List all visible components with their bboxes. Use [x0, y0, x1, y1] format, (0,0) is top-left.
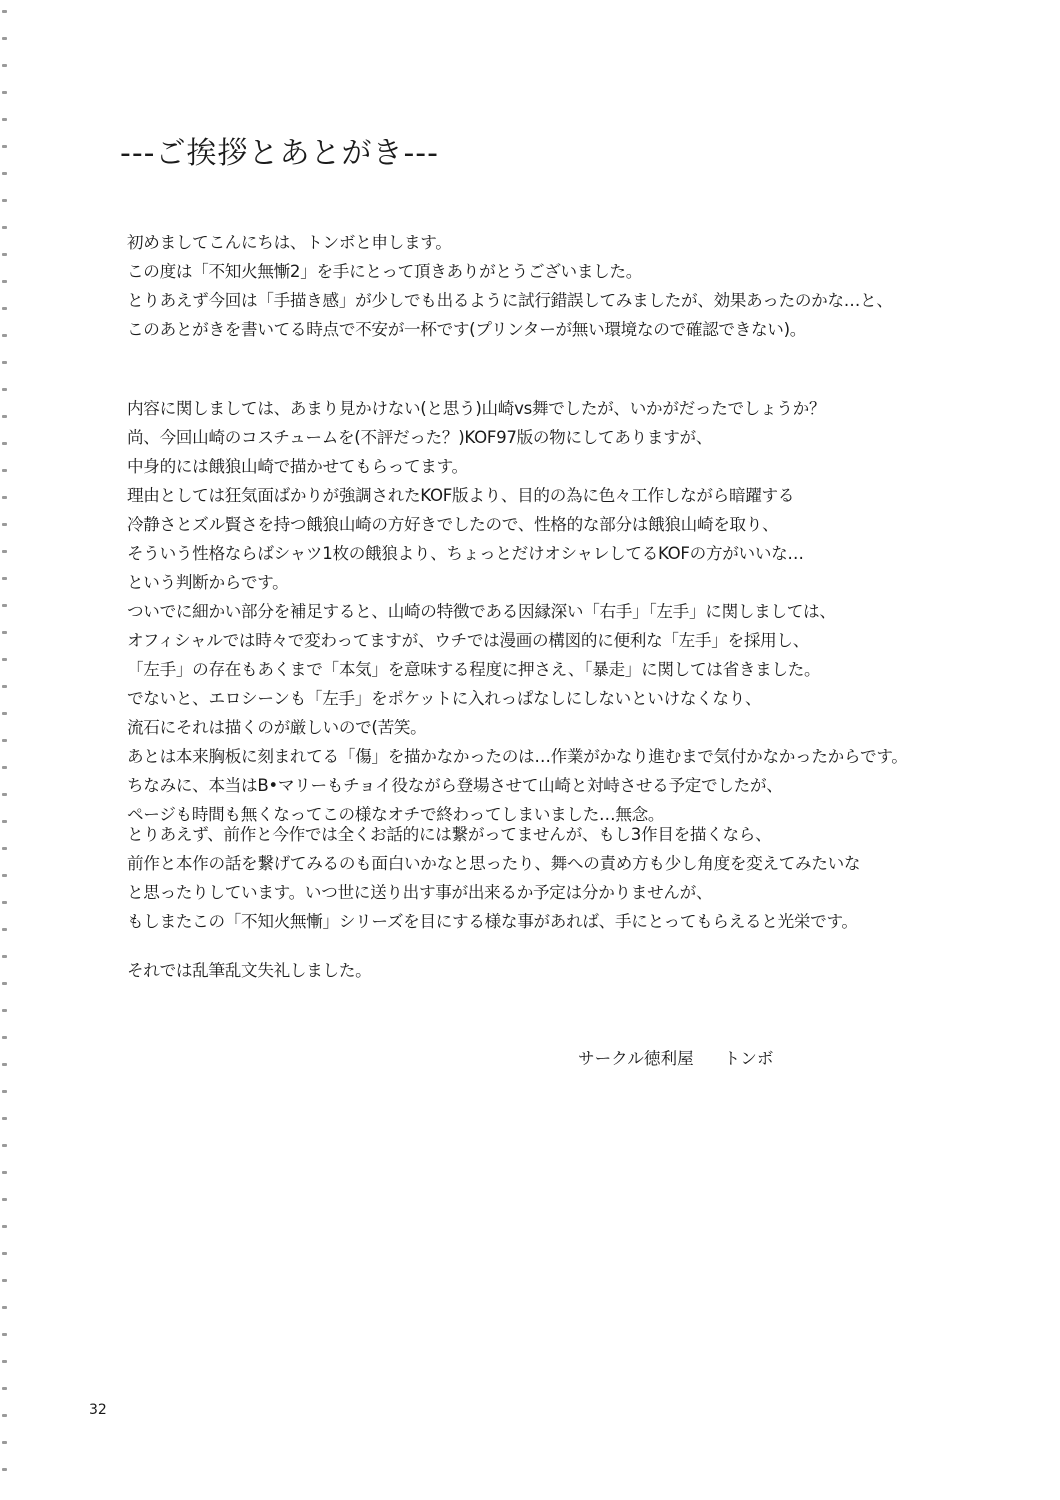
- text-line: と思ったりしています。いつ世に送り出す事が出来るか予定は分かりませんが、: [127, 883, 713, 902]
- binding-mark: [2, 91, 7, 94]
- binding-mark: [2, 1279, 7, 1282]
- binding-mark: [2, 1090, 7, 1093]
- binding-mark: [2, 361, 7, 364]
- text-line: 前作と本作の話を繋げてみるのも面白いかなと思ったり、舞への責め方も少し角度を変えてみたいな: [127, 854, 861, 873]
- binding-mark: [2, 1360, 7, 1363]
- binding-mark: [2, 280, 7, 283]
- binding-mark: [2, 145, 7, 148]
- binding-mark: [2, 847, 7, 850]
- text-line: という判断からです。: [127, 573, 289, 592]
- binding-mark: [2, 10, 7, 13]
- binding-mark: [2, 631, 7, 634]
- binding-mark: [2, 901, 7, 904]
- binding-mark: [2, 577, 7, 580]
- text-line: それでは乱筆乱文失礼しました。: [127, 961, 372, 980]
- paragraph-content: [127, 394, 1027, 829]
- text-line: とりあえず、前作と今作では全くお話的には繋がってませんが、もし3作目を描くなら、: [127, 825, 772, 844]
- text-line: このあとがきを書いてる時点で不安が一杯です(プリンターが無い環境なので確認できない)。: [127, 320, 807, 339]
- page-number: 32: [89, 1402, 107, 1418]
- binding-mark: [2, 658, 7, 661]
- circle-name: サークル徳利屋: [578, 1049, 694, 1068]
- binding-marks: [0, 0, 10, 1500]
- text-line: そういう性格ならばシャツ1枚の餓狼より、ちょっとだけオシャレしてるKOFの方がいいな…: [127, 544, 804, 563]
- binding-mark: [2, 820, 7, 823]
- text-line: 中身的には餓狼山崎で描かせてもらってます。: [127, 457, 468, 476]
- text-line: 初めましてこんにちは、トンボと申します。: [127, 233, 452, 252]
- paragraph-future: [127, 820, 1027, 936]
- text-line: 流石にそれは描くのが厳しいので(苦笑。: [127, 718, 427, 737]
- binding-mark: [2, 1387, 7, 1390]
- binding-mark: [2, 118, 7, 121]
- binding-mark: [2, 388, 7, 391]
- binding-mark: [2, 1306, 7, 1309]
- text-line: あとは本来胸板に刻まれてる「傷」を描かなかったのは…作業がかなり進むまで気付かなかったからです。: [127, 747, 908, 766]
- binding-mark: [2, 874, 7, 877]
- author-name: トンボ: [723, 1049, 774, 1068]
- binding-mark: [2, 928, 7, 931]
- binding-mark: [2, 604, 7, 607]
- paragraph-greeting: [127, 228, 1027, 344]
- text-line: 理由としては狂気面ばかりが強調されたKOF版より、目的の為に色々工作しながら暗躍する: [127, 486, 795, 505]
- binding-mark: [2, 1252, 7, 1255]
- binding-mark: [2, 766, 7, 769]
- binding-mark: [2, 1009, 7, 1012]
- binding-mark: [2, 1144, 7, 1147]
- text-line: でないと、エロシーンも「左手」をポケットに入れっぱなしにしないといけなくなり、: [127, 689, 762, 708]
- binding-mark: [2, 1198, 7, 1201]
- binding-mark: [2, 1441, 7, 1444]
- binding-mark: [2, 1036, 7, 1039]
- binding-mark: [2, 64, 7, 67]
- text-line: もしまたこの「不知火無慚」シリーズを目にする様な事があれば、手にとってもらえると光栄です。: [127, 912, 858, 931]
- binding-mark: [2, 685, 7, 688]
- binding-mark: [2, 415, 7, 418]
- binding-mark: [2, 442, 7, 445]
- text-line: 内容に関しましては、あまり見かけない(と思う)山崎vs舞でしたが、いかがだったでしょうか？: [127, 399, 826, 418]
- binding-mark: [2, 1333, 7, 1336]
- binding-mark: [2, 496, 7, 499]
- binding-mark: [2, 1063, 7, 1066]
- text-line: オフィシャルでは時々で変わってますが、ウチでは漫画の構図的に便利な「左手」を採用し、: [127, 631, 810, 650]
- binding-mark: [2, 955, 7, 958]
- binding-mark: [2, 1117, 7, 1120]
- text-line: とりあえず今回は「手描き感」が少しでも出るように試行錯誤してみましたが、効果あったのかな…と、: [127, 291, 893, 310]
- text-line: ついでに細かい部分を補足すると、山崎の特徴である因縁深い「右手」「左手」に関しましては、: [127, 602, 836, 621]
- binding-mark: [2, 253, 7, 256]
- signature: [578, 1044, 773, 1073]
- binding-mark: [2, 199, 7, 202]
- binding-mark: [2, 1225, 7, 1228]
- binding-mark: [2, 172, 7, 175]
- binding-mark: [2, 1171, 7, 1174]
- text-line: ちなみに、本当はB•マリーもチョイ役ながら登場させて山崎と対峙させる予定でしたが、: [127, 776, 783, 795]
- binding-mark: [2, 1468, 7, 1471]
- binding-mark: [2, 469, 7, 472]
- binding-mark: [2, 523, 7, 526]
- binding-mark: [2, 37, 7, 40]
- binding-mark: [2, 793, 7, 796]
- text-line: 尚、今回山崎のコスチュームを(不評だった？)KOF97版の物にしてありますが、: [127, 428, 713, 447]
- binding-mark: [2, 307, 7, 310]
- text-line: 「左手」の存在もあくまで「本気」を意味する程度に押さえ、「暴走」に関しては省きました。: [127, 660, 821, 679]
- paragraph-closing: [127, 956, 1027, 985]
- text-line: ページも時間も無くなってこの様なオチで終わってしまいました…無念。: [127, 805, 665, 824]
- text-line: この度は「不知火無慚2」を手にとって頂きありがとうございました。: [127, 262, 643, 281]
- binding-mark: [2, 550, 7, 553]
- text-line: 冷静さとズル賢さを持つ餓狼山崎の方好きでしたので、性格的な部分は餓狼山崎を取り、: [127, 515, 779, 534]
- page-title: ---ご挨拶とあとがき---: [120, 136, 439, 171]
- binding-mark: [2, 1414, 7, 1417]
- binding-mark: [2, 334, 7, 337]
- binding-mark: [2, 226, 7, 229]
- binding-mark: [2, 712, 7, 715]
- binding-mark: [2, 739, 7, 742]
- binding-mark: [2, 982, 7, 985]
